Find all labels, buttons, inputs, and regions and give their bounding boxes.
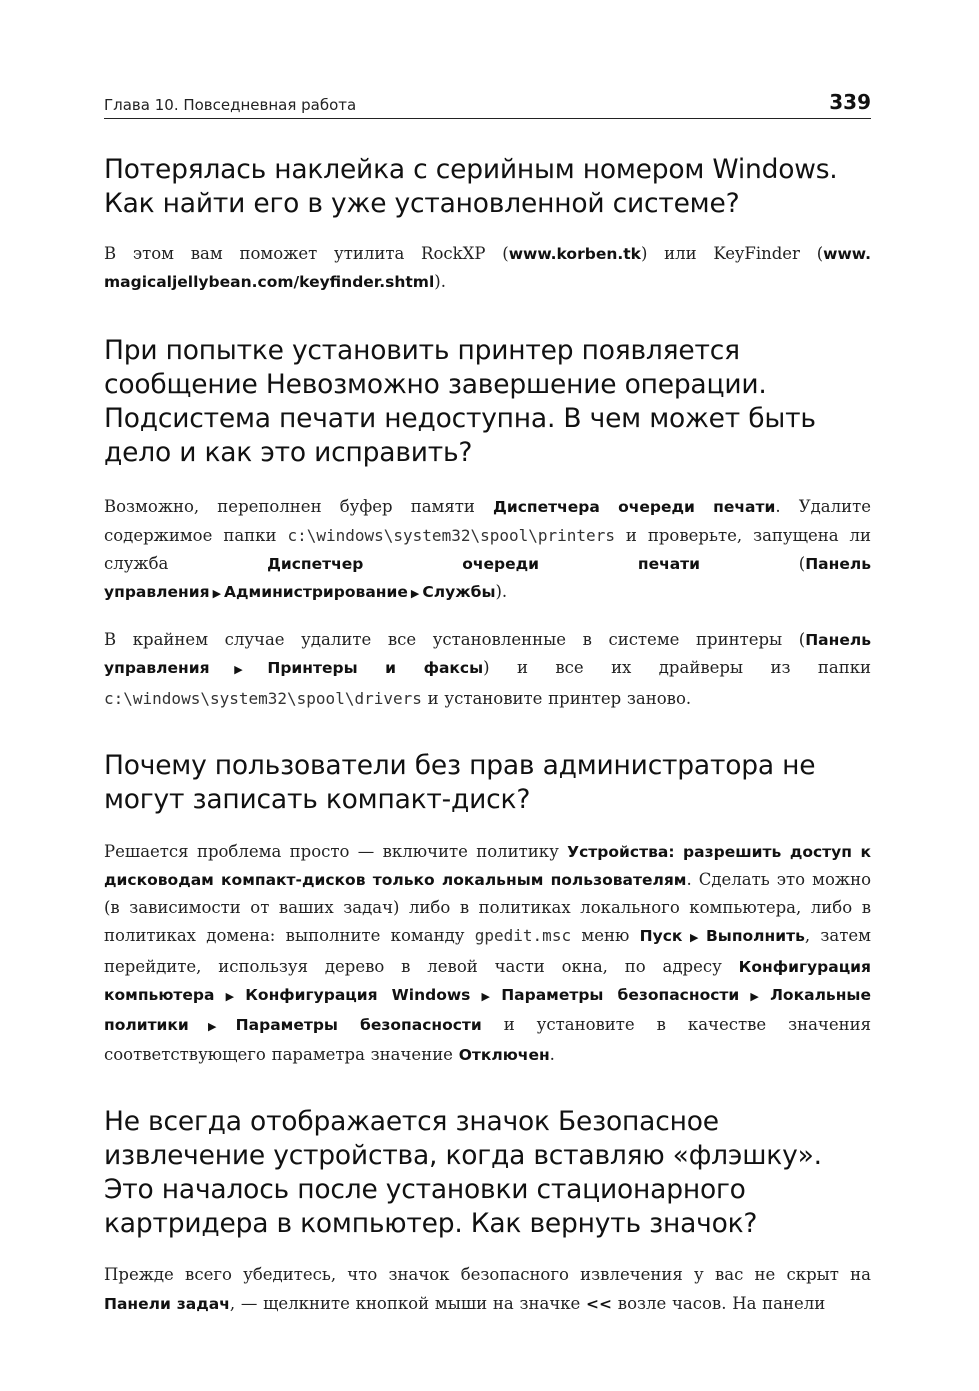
triangle-right-icon: ▶ bbox=[742, 989, 768, 1003]
section-heading-cd-burning: Почему пользователи без прав администратора не могут записать компакт-диск? bbox=[104, 749, 816, 815]
menu-computer-config: Конфигурация компьютера bbox=[104, 957, 871, 1004]
menu-local-policies: Локальные политики bbox=[104, 985, 871, 1035]
link-keyfinder: www. magicaljellybean.com/keyfinder.shtml bbox=[104, 245, 871, 292]
text: ). bbox=[434, 272, 446, 292]
triangle-right-icon: ▶ bbox=[473, 989, 499, 1003]
text: Прежде всего убедитесь, что значок безопасного извлечения у вас не скрыт на bbox=[104, 1265, 871, 1285]
menu-printers-faxes: Принтеры и факсы bbox=[267, 659, 484, 678]
text: Возможно, переполнен буфер памяти bbox=[104, 497, 494, 517]
text: . Удалите содержимое папки bbox=[104, 497, 871, 545]
paragraph-spooler bbox=[104, 493, 871, 608]
triangle-right-icon: ▶ bbox=[685, 931, 703, 945]
menu-services: Службы bbox=[422, 583, 496, 602]
paragraph-safe-removal bbox=[104, 1261, 871, 1317]
term-taskbar: Панели задач bbox=[104, 1294, 230, 1313]
menu-security-options: Параметры безопасности bbox=[235, 1016, 482, 1035]
triangle-right-icon: ▶ bbox=[217, 989, 243, 1003]
text: и проверьте, запущена ли служба bbox=[104, 525, 871, 573]
text: возле часов. На панели bbox=[612, 1293, 826, 1313]
text: ( bbox=[700, 553, 806, 573]
term-spooler: Диспетчера очереди печати bbox=[493, 498, 776, 517]
text: и установите принтер заново. bbox=[421, 688, 692, 708]
triangle-right-icon: ▶ bbox=[212, 663, 265, 677]
text: В крайнем случае удалите все установленные в системе принтеры ( bbox=[104, 630, 806, 650]
chapter-title: Глава 10. Повседневная работа bbox=[104, 96, 357, 114]
text: , — щелкните кнопкой мыши на значке bbox=[229, 1293, 587, 1313]
text: . Сделать это можно (в зависимости от ваших задач) либо в политиках локального компьютера, либо в политиках домена: выполните команду bbox=[104, 870, 872, 946]
menu-start: Пуск bbox=[639, 927, 683, 946]
term-expand-tray: << bbox=[586, 1294, 613, 1313]
text: В этом вам поможет утилита RockXP ( bbox=[104, 244, 509, 263]
paragraph-remove-printers bbox=[104, 626, 871, 713]
text: и установите в качестве значения соответствующего параметра значение bbox=[104, 1015, 871, 1065]
value-disabled: Отключен bbox=[458, 1046, 550, 1065]
triangle-right-icon: ▶ bbox=[191, 1020, 233, 1034]
menu-control-panel: Панель управления bbox=[104, 554, 871, 602]
menu-security-settings: Параметры безопасности bbox=[501, 985, 740, 1004]
term-spooler-service: Диспетчер очереди печати bbox=[267, 554, 701, 573]
section-heading-printer-error: При попытке установить принтер появляется сообщение Невозможно завершение операции. Подсистема печати недоступна. В чем может быть дело и как это исправить? bbox=[104, 335, 816, 469]
page-number: 339 bbox=[829, 90, 871, 114]
book-page bbox=[104, 88, 871, 1318]
menu-control-panel: Панель управления bbox=[104, 631, 871, 678]
path-printers: c:\windows\system32\spool\printers bbox=[287, 525, 615, 545]
path-drivers: c:\windows\system32\spool\drivers bbox=[104, 688, 422, 708]
link-korben: www.korben.tk bbox=[508, 245, 641, 263]
menu-administration: Администрирование bbox=[224, 583, 408, 602]
paragraph-serial-number bbox=[104, 240, 871, 296]
paragraph-cd-policy bbox=[104, 838, 871, 1070]
section-heading-safe-removal: Не всегда отображается значок Безопасное извлечение устройства, когда вставляю «флэшку». Это началось после установки стационарного картридера в компьютер. Как вернуть значок? bbox=[104, 1106, 822, 1240]
running-header bbox=[104, 88, 871, 119]
text: ). bbox=[495, 582, 508, 602]
command-gpedit: gpedit.msc bbox=[474, 926, 572, 946]
triangle-right-icon: ▶ bbox=[212, 587, 222, 601]
text: , затем перейдите, используя дерево в левой части окна, по адресу bbox=[104, 926, 871, 976]
menu-windows-config: Конфигурация Windows bbox=[245, 985, 471, 1004]
text: меню bbox=[571, 926, 640, 946]
text: Решается проблема просто — включите политику bbox=[104, 841, 568, 861]
menu-run: Выполнить bbox=[705, 927, 805, 946]
section-heading-serial-number: Потерялась наклейка с серийным номером Windows. Как найти его в уже установленной системе? bbox=[104, 154, 838, 219]
text: ) и все их драйверы из папки bbox=[483, 658, 872, 678]
triangle-right-icon: ▶ bbox=[410, 587, 420, 601]
term-cd-policy: Устройства: разрешить доступ к дисководам компакт-дисков только локальным пользователям bbox=[104, 842, 871, 890]
text: ) или KeyFinder ( bbox=[640, 244, 824, 263]
text: . bbox=[549, 1045, 555, 1065]
